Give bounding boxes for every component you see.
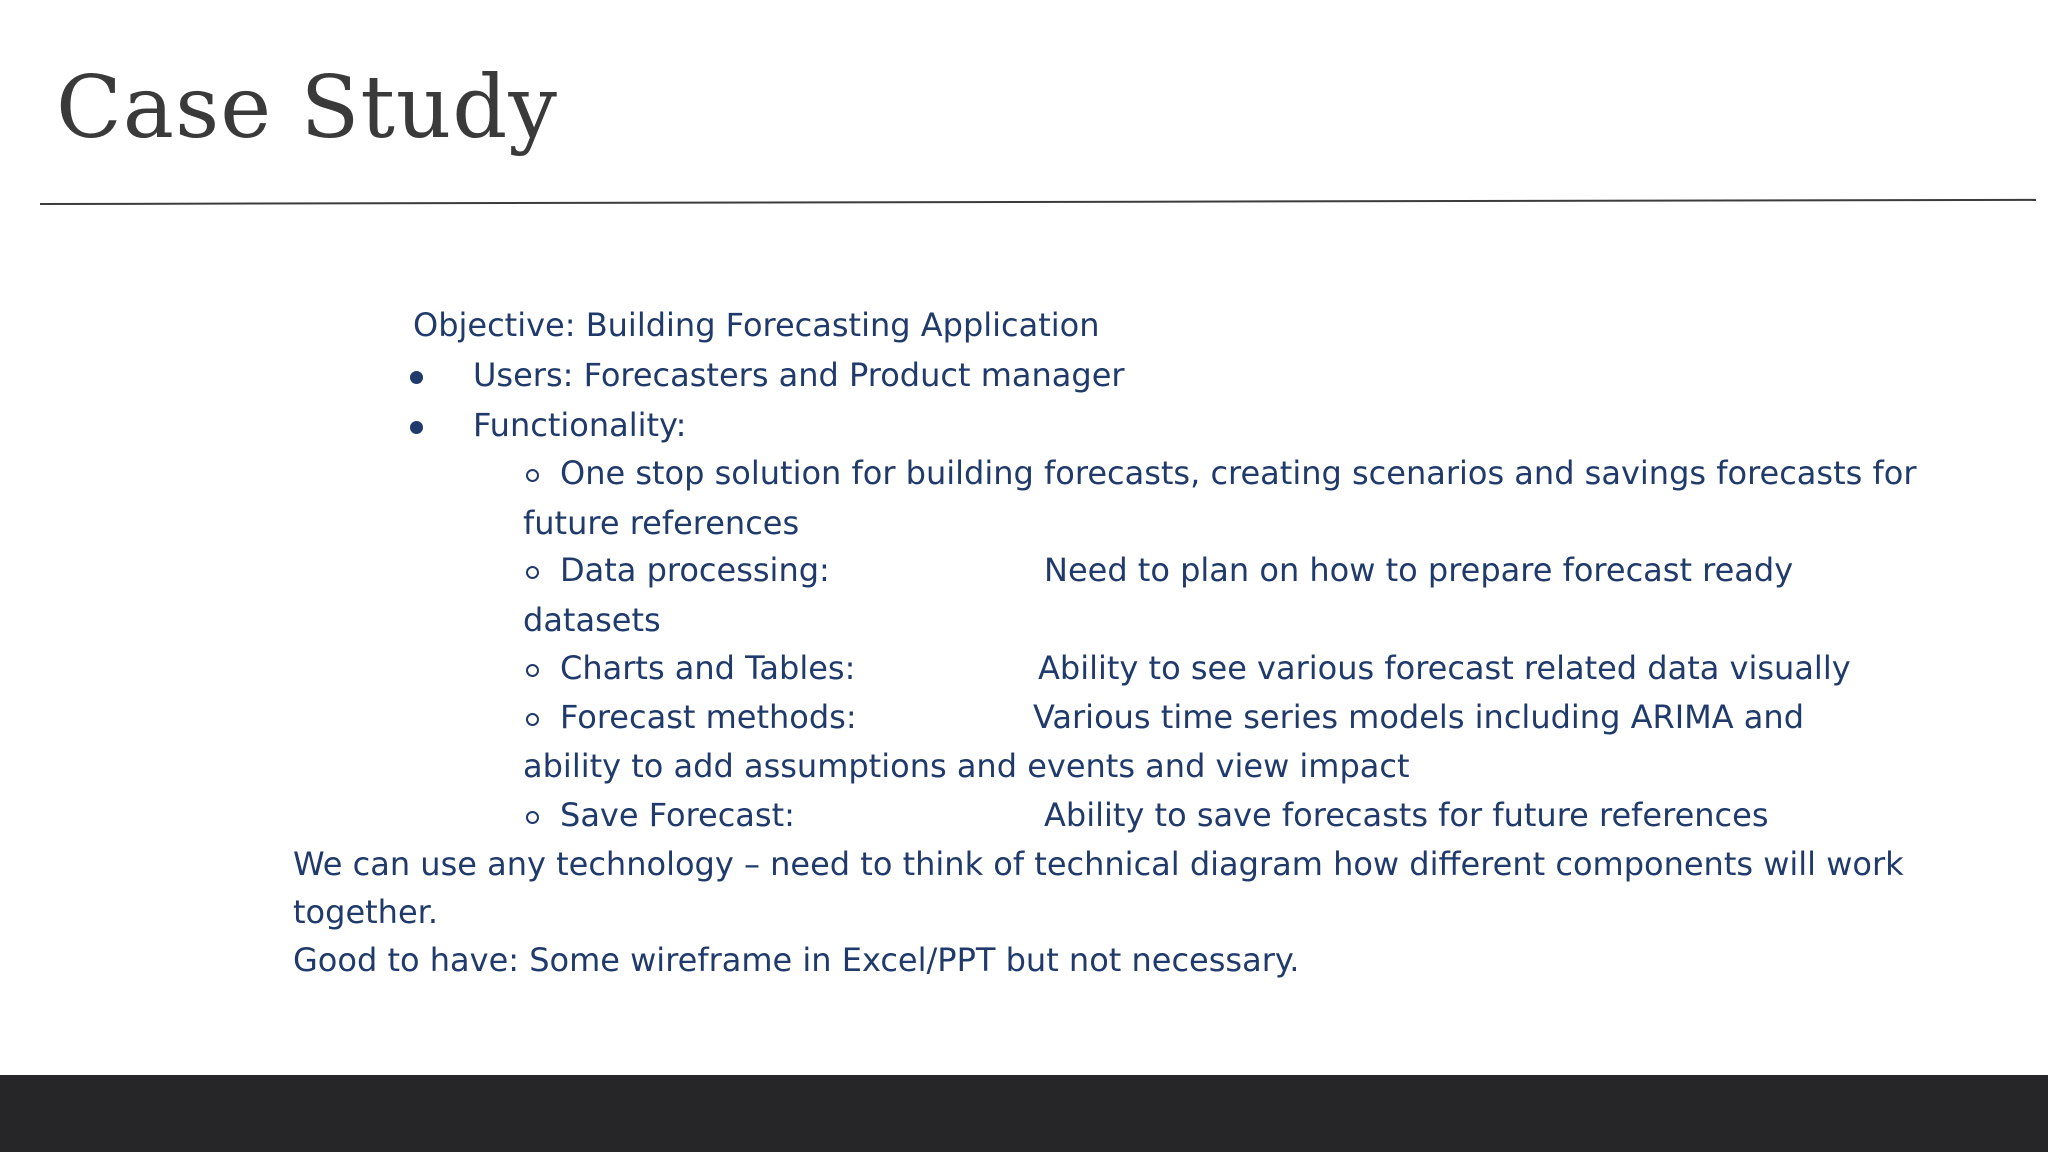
title-divider	[40, 199, 2036, 205]
data-processing-label: Data processing:	[560, 551, 830, 589]
technology-text-line-2: together.	[293, 893, 439, 931]
forecast-methods-description: Various time series models including ARIMA and	[1033, 698, 1804, 736]
data-processing-description: Need to plan on how to prepare forecast ready	[1044, 551, 1794, 589]
forecast-methods-continuation: ability to add assumptions and events and view impact	[523, 747, 1410, 785]
data-processing-continuation: datasets	[523, 601, 661, 639]
good-to-have-text: Good to have: Some wireframe in Excel/PPT but not necessary.	[293, 941, 1300, 979]
slide-title: Case Study	[56, 58, 558, 158]
sub-bullet-icon	[526, 713, 539, 726]
sub-bullet-icon	[526, 566, 539, 579]
save-forecast-description: Ability to save forecasts for future references	[1044, 796, 1769, 834]
charts-tables-label: Charts and Tables:	[560, 649, 856, 687]
bullet-icon	[410, 421, 423, 434]
sub-bullet-icon	[526, 469, 539, 482]
functionality-bullet: Functionality:	[473, 406, 687, 444]
one-stop-solution-text: One stop solution for building forecasts, creating scenarios and savings forecasts for	[560, 454, 1917, 492]
one-stop-continuation: future references	[523, 504, 800, 542]
forecast-methods-label: Forecast methods:	[560, 698, 857, 736]
bullet-icon	[410, 371, 423, 384]
technology-text-line-1: We can use any technology – need to think of technical diagram how different components will work	[293, 845, 1904, 883]
objective-text: Objective: Building Forecasting Application	[413, 306, 1100, 344]
charts-tables-description: Ability to see various forecast related data visually	[1038, 649, 1851, 687]
save-forecast-label: Save Forecast:	[560, 796, 795, 834]
sub-bullet-icon	[526, 664, 539, 677]
users-bullet: Users: Forecasters and Product manager	[473, 356, 1125, 394]
case-study-content	[290, 275, 1917, 1075]
presentation-bottom-bar	[0, 1075, 2048, 1152]
sub-bullet-icon	[526, 811, 539, 824]
